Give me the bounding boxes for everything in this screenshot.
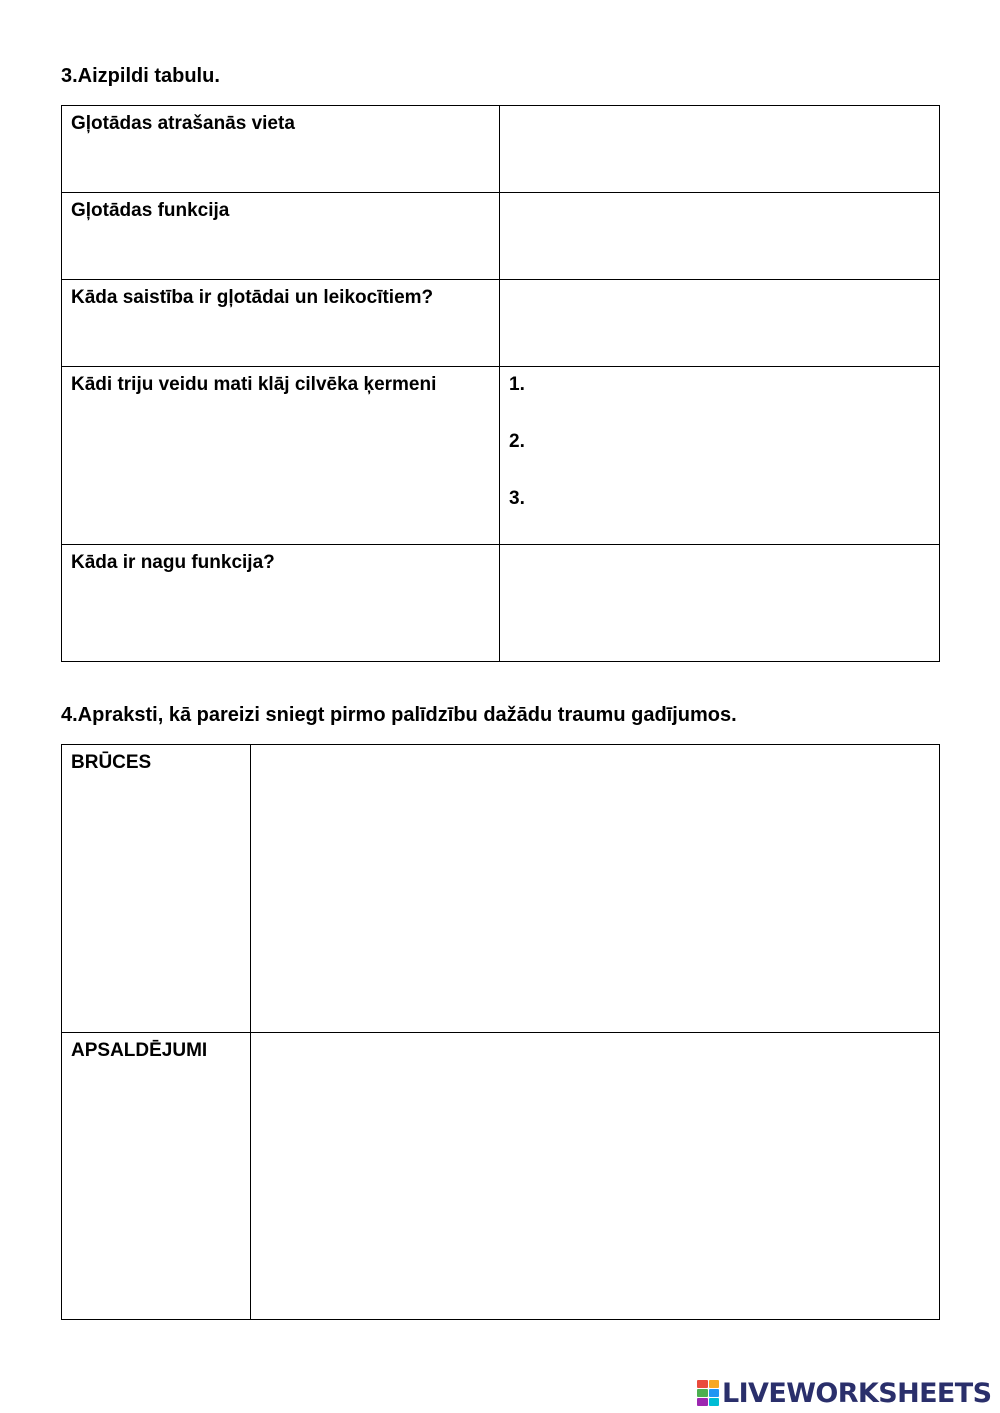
logo-square bbox=[697, 1380, 708, 1388]
question-cell: Gļotādas funkcija bbox=[62, 193, 500, 280]
logo-square bbox=[709, 1389, 720, 1397]
liveworksheets-logo bbox=[697, 1378, 997, 1408]
question-cell: Kādi triju veidu mati klāj cilvēka ķermeni bbox=[62, 367, 500, 545]
numbered-answer-cell[interactable] bbox=[500, 367, 940, 545]
logo-square bbox=[697, 1398, 708, 1406]
question-cell: Kāda ir nagu funkcija? bbox=[62, 545, 500, 662]
answer-number-3: 3. bbox=[509, 488, 525, 509]
brand-name: LIVEWORKSHEETS bbox=[722, 1377, 992, 1409]
answer-number-2: 2. bbox=[509, 431, 525, 452]
injury-label-cell: APSALDĒJUMI bbox=[62, 1033, 251, 1320]
logo-square bbox=[709, 1380, 720, 1388]
table-row bbox=[62, 367, 940, 545]
table-row bbox=[62, 280, 940, 367]
table-row bbox=[62, 745, 940, 1033]
section-4-heading: 4.Apraksti, kā pareizi sniegt pirmo palīdzību dažādu traumu gadījumos. bbox=[61, 704, 737, 726]
question-cell: Kāda saistība ir gļotādai un leikocītiem? bbox=[62, 280, 500, 367]
injury-label-cell: BRŪCES bbox=[62, 745, 251, 1033]
answer-number-1: 1. bbox=[509, 374, 525, 395]
table-row bbox=[62, 545, 940, 662]
section-3-heading: 3.Aizpildi tabulu. bbox=[61, 65, 220, 87]
answer-cell[interactable] bbox=[251, 745, 940, 1033]
table-row bbox=[62, 1033, 940, 1320]
liveworksheets-logo-icon bbox=[697, 1380, 719, 1406]
answer-cell[interactable] bbox=[500, 193, 940, 280]
table-row bbox=[62, 193, 940, 280]
fill-in-table bbox=[61, 105, 940, 662]
answer-cell[interactable] bbox=[251, 1033, 940, 1320]
answer-cell[interactable] bbox=[500, 106, 940, 193]
table-row bbox=[62, 106, 940, 193]
first-aid-table bbox=[61, 744, 940, 1320]
answer-cell[interactable] bbox=[500, 545, 940, 662]
answer-cell[interactable] bbox=[500, 280, 940, 367]
question-cell: Gļotādas atrašanās vieta bbox=[62, 106, 500, 193]
logo-square bbox=[697, 1389, 708, 1397]
logo-square bbox=[709, 1398, 720, 1406]
